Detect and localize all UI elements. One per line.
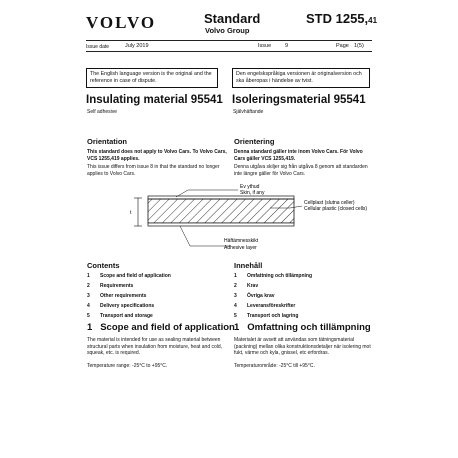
issue-date-value: July 2019 <box>125 43 149 49</box>
orientation-bold-en: This standard does not apply to Volvo Cars. To Volvo Cars, VCS 1255,419 applies. <box>87 149 227 162</box>
section1-number-en: 1 <box>87 322 93 333</box>
thickness-label: t <box>130 210 132 216</box>
standard-label: Standard <box>204 11 261 26</box>
toc-item[interactable]: 3 Other requirements <box>87 293 147 299</box>
section1-number-sv: 1 <box>234 322 240 333</box>
header-rule-top <box>86 40 372 41</box>
toc-item[interactable]: 1 Omfattning och tillämpning <box>234 273 312 279</box>
orientation-bold-sv: Denna standard gäller inte inom Volvo Cars. För Volvo Cars gäller VCS 1255,419. <box>234 149 363 162</box>
volvo-group-label: Volvo Group <box>205 26 250 35</box>
std-number-main: STD 1255, <box>306 11 369 26</box>
contents-list-sv <box>234 273 312 323</box>
orientation-text-sv: Denna utgåva skiljer sig från utgåva 8 genom att standarden inte längre gäller för Volvo Cars. <box>234 164 368 177</box>
volvo-logo: VOLVO <box>86 13 157 32</box>
toc-item[interactable]: 5 Transport och lagring <box>234 313 299 319</box>
orientation-heading-sv: Orientering <box>234 137 275 146</box>
cellular-plastic-layer <box>148 199 294 223</box>
orientation-text-en: This issue differs from issue 8 in that the standard no longer applies to Volvo Cars. <box>87 164 220 177</box>
section1-title-sv: Omfattning och tillämpning <box>247 322 371 333</box>
toc-item[interactable]: 1 Scope and field of application <box>87 273 171 279</box>
subtitle-en: Self adhesive <box>87 109 118 115</box>
section1-title-en: Scope and field of application <box>100 322 235 333</box>
title-en: Insulating material 95541 <box>86 94 223 106</box>
toc-item[interactable]: 4 Delivery specifications <box>87 303 155 309</box>
skin-layer <box>148 196 294 199</box>
std-number-suffix: 41 <box>368 16 378 25</box>
section1-text-sv: Materialet är avsett att användas som tätningsmaterial (packning) mellan olika konstruktionsdetaljer när isolering mot fukt, värme och kyla, gnissel, etc erfordras. <box>234 337 371 356</box>
header-rule-bottom <box>86 51 372 52</box>
notice-box-en: The English language version is the original and the reference in case of dispute. <box>86 68 218 88</box>
orientation-heading-en: Orientation <box>87 137 128 146</box>
contents-list-en <box>87 273 171 323</box>
cellular-label-sv: Cellplast (slutna celler) <box>304 200 355 206</box>
section1-text-en: The material is intended for use as sealing material between structural parts when insulation from moisture, heat and cold, squeak, etc. is required. <box>87 337 223 356</box>
title-sv: Isoleringsmaterial 95541 <box>232 94 366 106</box>
page-label: Page <box>336 43 349 49</box>
toc-item[interactable]: 2 Krav <box>234 283 259 289</box>
subtitle-sv: Självhäftande <box>233 109 264 115</box>
section1-heading-en <box>87 322 235 333</box>
std-number <box>306 11 377 26</box>
section1-heading-sv <box>234 322 371 333</box>
skin-label-sv: Ev ythud <box>240 184 260 190</box>
adhesive-label-en: Adhesive layer <box>224 245 257 251</box>
page-value: 1(5) <box>354 43 364 49</box>
notice-box-sv: Den engelskspråkiga versionen är originalversion och ska åberopas i händelse av tvist. <box>232 68 370 88</box>
cellular-label-en: Cellular plastic (closed cells) <box>304 206 368 212</box>
section1-temp-sv: Temperaturområde: -25°C till +95°C. <box>234 363 315 369</box>
issue-label: Issue <box>258 43 272 49</box>
issue-value: 9 <box>285 43 289 49</box>
toc-item[interactable]: 4 Leveransföreskrifter <box>234 303 296 309</box>
skin-label-en: Skin, if any <box>240 190 265 196</box>
adhesive-layer <box>148 223 294 226</box>
contents-heading-en: Contents <box>87 261 120 270</box>
toc-item[interactable]: 2 Requirements <box>87 283 134 289</box>
toc-item[interactable]: 3 Övriga krav <box>234 293 275 299</box>
material-cross-section-diagram <box>120 180 368 265</box>
contents-heading-sv: Innehåll <box>234 261 263 270</box>
issue-date-label: Issue date <box>86 44 110 50</box>
section1-temp-en: Temperature range: -25°C to +95°C. <box>87 363 168 369</box>
toc-item[interactable]: 5 Transport and storage <box>87 313 153 319</box>
adhesive-label-sv: Häftämnesskikt <box>224 238 259 244</box>
